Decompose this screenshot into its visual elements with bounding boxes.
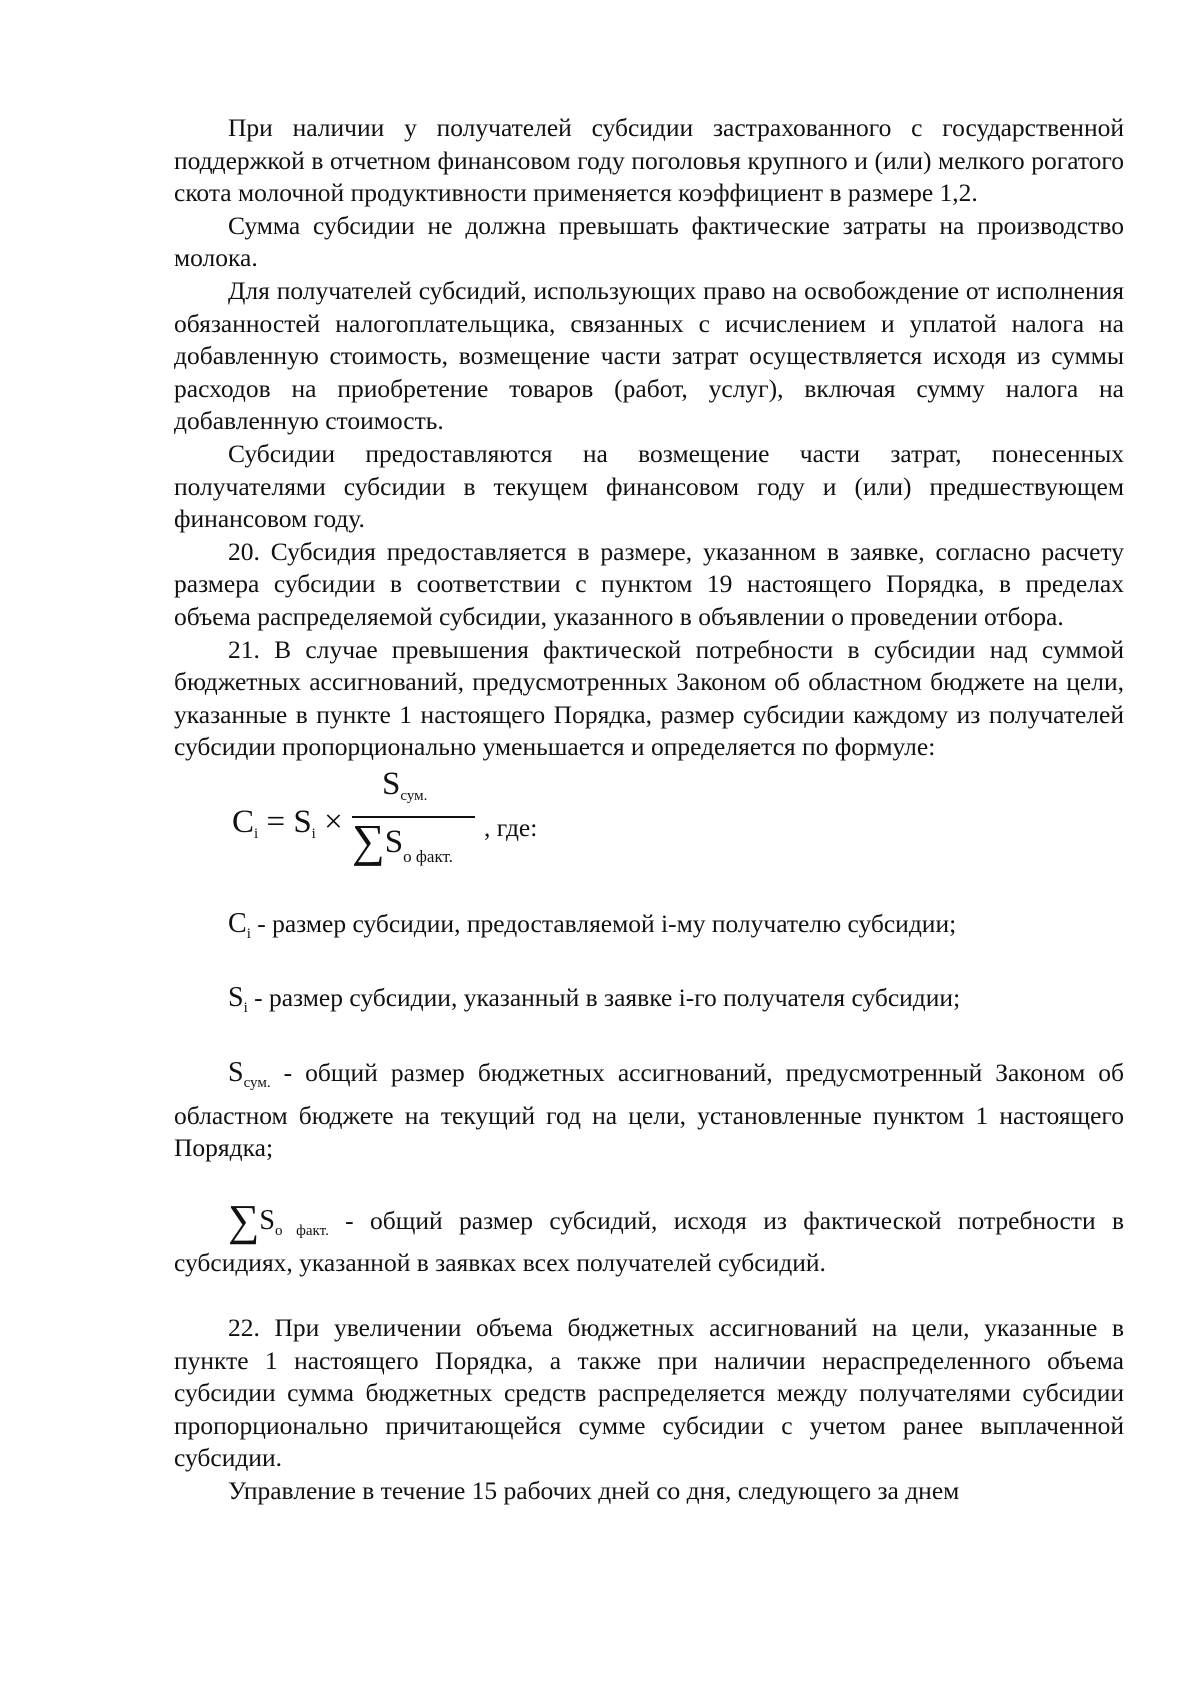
formula-s-subscript: i xyxy=(311,825,316,842)
paragraph-item-20: 20. Субсидия предоставляется в размере, указанном в заявке, согласно расчету размера субсидии в соответствии с пунктом 19 настоящего Порядка, в пределах объема распределяемой субсидии, указанного в объявлении о проведении отбора. xyxy=(174,536,1124,631)
formula-den-subscript: о факт. xyxy=(403,846,453,866)
definition-ssum xyxy=(174,1057,1124,1165)
document-page xyxy=(174,112,1124,1508)
definition-ci xyxy=(174,908,1124,951)
definition-ssum-subscript: сум. xyxy=(243,1075,271,1092)
formula-fraction xyxy=(352,765,475,886)
definition-ci-subscript: i xyxy=(246,925,251,942)
formula-numerator xyxy=(382,765,428,813)
sigma-icon: ∑ xyxy=(352,814,385,866)
formula-num-subscript: сум. xyxy=(400,787,428,804)
definition-ssum-text: - общий размер бюджетных ассигнований, предусмотренный Законом об областном бюджете на текущий год на цели, установленные пунктом 1 настоящего Порядка; xyxy=(174,1058,1124,1163)
definition-sfact-symbol: S xyxy=(259,1204,275,1236)
paragraph-item-22: 22. При увеличении объема бюджетных ассигнований на цели, указанные в пункте 1 настоящего Порядка, а также при наличии нераспределенного объема субсидии сумма бюджетных средств распределяется между получателями субсидии пропорционально причитающейся сумме субсидии с учетом ранее выплаченной субсидии. xyxy=(174,1313,1124,1473)
subsidy-formula xyxy=(174,765,1124,886)
paragraph-item-21: 21. В случае превышения фактической потребности в субсидии над суммой бюджетных ассигнований, предусмотренных Законом об областном бюджете на цели, указанные в пункте 1 настоящего Порядка, размер субсидии каждому из получателей субсидии пропорционально уменьшается и определяется по формуле: xyxy=(174,634,1124,762)
paragraph-subsidy-limit: Сумма субсидии не должна превышать фактические затраты на производство молока. xyxy=(174,210,1124,273)
paragraph-coefficient: При наличии у получателей субсидии застрахованного с государственной поддержкой в отчетном финансовом году поголовья крупного и (или) мелкого рогатого скота молочной продуктивности применяется коэффициент в размере 1,2. xyxy=(174,113,1124,208)
definition-si-subscript: i xyxy=(243,1000,248,1017)
definition-si xyxy=(174,982,1124,1025)
formula-times: × xyxy=(324,803,343,840)
paragraph-vat-exemption: Для получателей субсидий, использующих право на освобождение от исполнения обязанностей налогоплательщика, связанных с исчислением и уплатой налога на добавленную стоимость, возмещение части затрат осуществляется исходя из суммы расходов на приобретение товаров (работ, услуг), включая сумму налога на добавленную стоимость. xyxy=(174,275,1124,436)
formula-den-s: S xyxy=(384,823,404,860)
paragraph-reimbursement-period: Субсидии предоставляются на возмещение части затрат, понесенных получателями субсидии в текущем финансовом году и (или) предшествующем финансовом году. xyxy=(174,438,1124,534)
definition-sum-sfact xyxy=(174,1195,1124,1280)
definition-sfact-text: - общий размер субсидий, исходя из фактической потребности в субсидиях, указанной в заявках всех получателей субсидий. xyxy=(174,1205,1124,1278)
formula-s: S xyxy=(293,803,312,840)
formula-equals: = xyxy=(266,803,286,840)
definition-ci-text: - размер субсидии, предоставляемой i-му получателю субсидии; xyxy=(250,908,957,938)
sigma-icon: ∑ xyxy=(228,1195,260,1245)
paragraph-administration: Управление в течение 15 рабочих дней со дня, следующего за днем xyxy=(228,1476,960,1505)
definition-si-text: - размер субсидии, указанный в заявке i-го получателя субсидии; xyxy=(247,983,961,1013)
definition-si-symbol: S xyxy=(228,982,244,1014)
formula-c: C xyxy=(232,803,255,840)
formula-tail: , где: xyxy=(484,812,538,842)
formula-left-side xyxy=(232,802,343,854)
definition-sfact-subscript: о факт. xyxy=(274,1222,329,1239)
definition-ci-symbol: C xyxy=(228,907,247,939)
formula-num-s: S xyxy=(382,765,401,802)
formula-c-subscript: i xyxy=(254,825,259,842)
formula-denominator xyxy=(352,814,453,874)
definition-ssum-symbol: S xyxy=(228,1057,244,1089)
